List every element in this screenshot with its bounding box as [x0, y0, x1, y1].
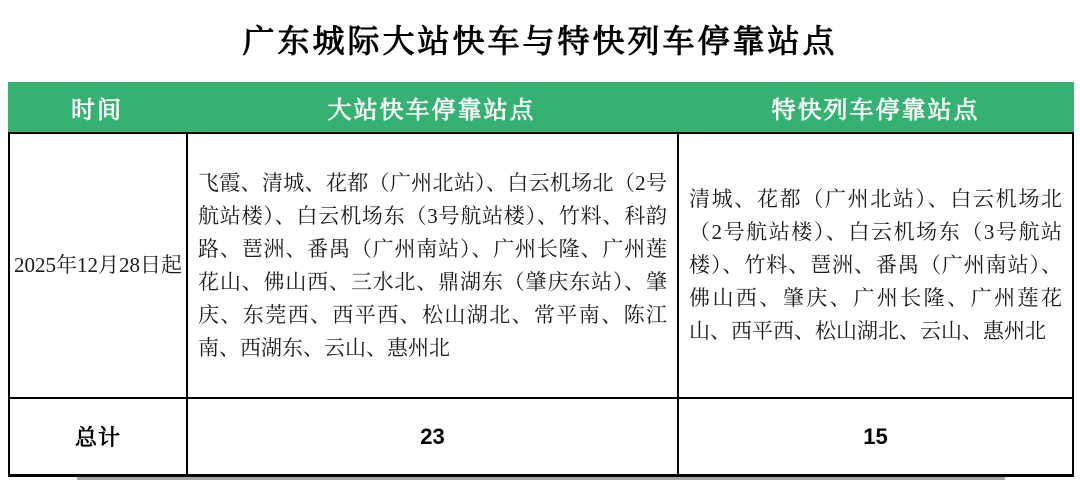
- special-total-cell: [679, 399, 1072, 474]
- page-title: 广东城际大站快车与特快列车停靠站点: [242, 23, 838, 59]
- total-label: 总计: [74, 425, 121, 450]
- special-total-value: 15: [863, 423, 888, 449]
- header-time: 时间: [71, 96, 123, 124]
- stops-table: [8, 132, 1074, 477]
- header-express-stops: 大站快车停靠站点: [327, 96, 536, 124]
- table-header-row: [8, 82, 1074, 132]
- special-stops-list: 清城、花都（广州北站）、白云机场北（2号航站楼）、白云机场东（3号航站楼）、竹料、琶洲、番禺（广州南站）、佛山西、肇庆、广州长隆、广州莲花山、西平西、松山湖北、云山、惠州北: [689, 187, 1062, 343]
- express-stops-cell: [188, 134, 679, 397]
- time-cell: [10, 134, 188, 397]
- header-special-stops: 特快列车停靠站点: [771, 96, 980, 124]
- express-total-cell: [188, 399, 679, 474]
- time-value: 2025年12月28日起: [14, 253, 182, 277]
- total-label-cell: [10, 399, 188, 474]
- express-stops-list: 飞霞、清城、花都（广州北站）、白云机场北（2号航站楼）、白云机场东（3号航站楼）、竹料、科韵路、琶洲、番禺（广州南站）、广州长隆、广州莲花山、佛山西、三水北、鼎湖东（肇庆东站）、肇庆、东莞西、西平西、松山湖北、常平南、陈江南、西湖东、云山、惠州北: [198, 170, 667, 360]
- table-shadow: [77, 477, 1005, 480]
- table-row-total: [10, 399, 1072, 474]
- special-stops-cell: [679, 134, 1072, 397]
- express-total-value: 23: [420, 423, 445, 449]
- table-row: [10, 134, 1072, 399]
